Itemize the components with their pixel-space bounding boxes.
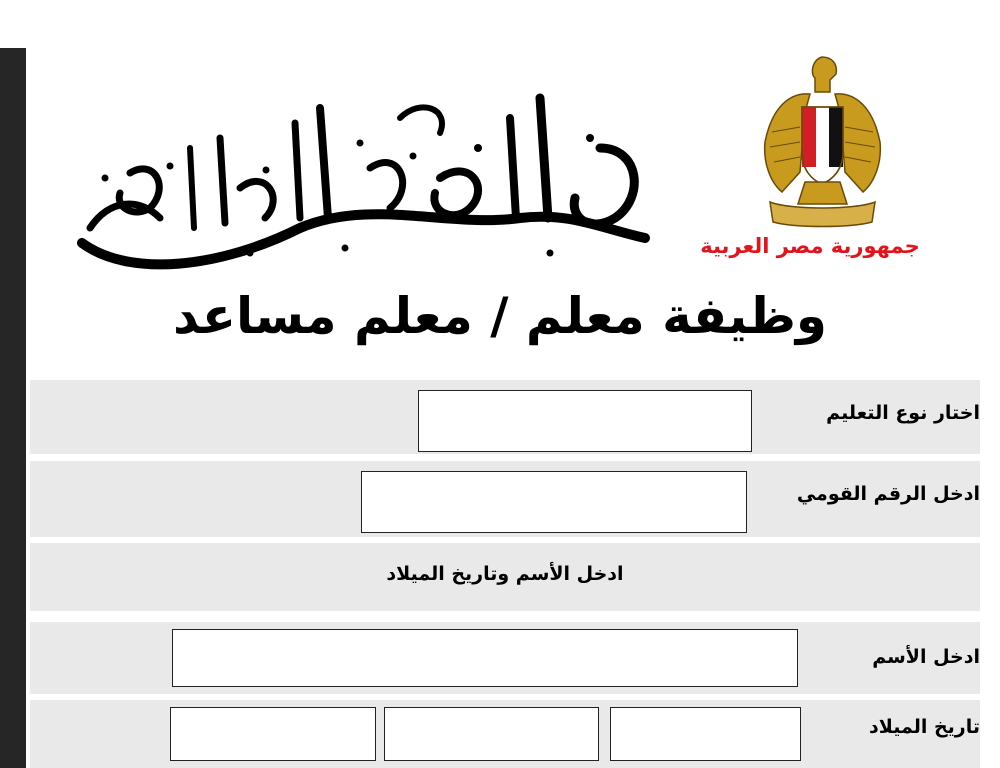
birth-month-select[interactable]	[384, 707, 599, 761]
birth-date-label: تاريخ الميلاد	[869, 716, 980, 738]
egypt-eagle-emblem	[760, 52, 885, 230]
ministry-logo	[70, 78, 660, 278]
form-row-national-id	[30, 461, 980, 537]
form-row-birth-date	[30, 700, 980, 768]
country-name: جمهورية مصر العربية	[700, 234, 920, 258]
education-type-label: اختار نوع التعليم	[826, 402, 980, 424]
birth-year-select[interactable]	[170, 707, 376, 761]
page-header	[0, 0, 1000, 380]
national-id-label: ادخل الرقم القومي	[796, 483, 980, 505]
form-row-name	[30, 622, 980, 694]
name-label: ادخل الأسم	[872, 646, 980, 668]
page-title: وظيفة معلم / معلم مساعد	[172, 287, 828, 345]
birth-day-select[interactable]	[610, 707, 801, 761]
education-type-select[interactable]	[418, 390, 752, 452]
form-section-name-birthdate	[30, 543, 980, 611]
form-row-education-type	[30, 380, 980, 454]
name-input[interactable]	[172, 629, 798, 687]
national-id-input[interactable]	[361, 471, 747, 533]
section-heading: ادخل الأسم وتاريخ الميلاد	[386, 563, 624, 585]
